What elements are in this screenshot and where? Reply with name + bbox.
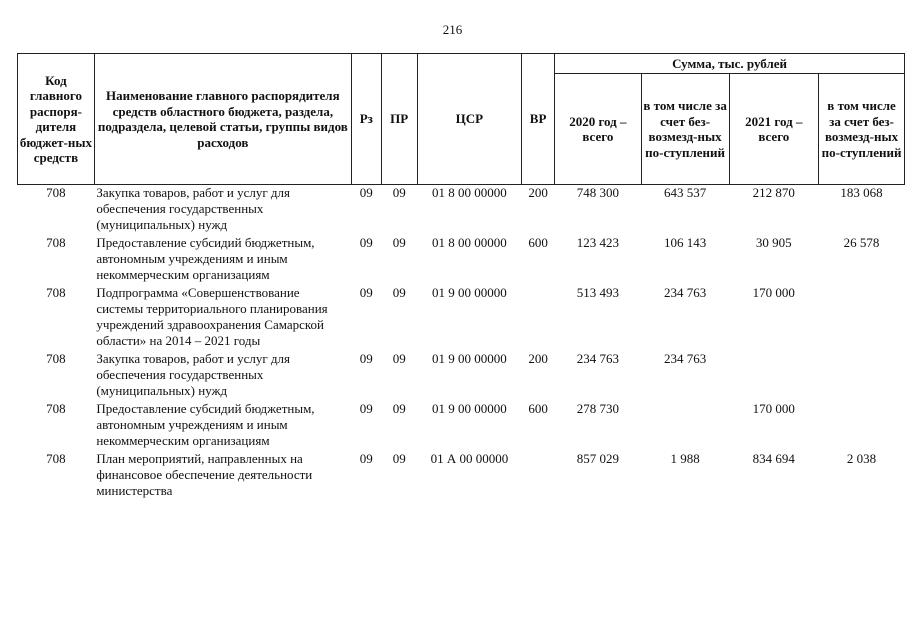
cell-2021-total: 30 905	[755, 235, 792, 250]
cell-vr: 200	[528, 185, 548, 200]
header-2020-total: 2020 год – всего	[555, 74, 642, 185]
cell-code: 708	[46, 185, 66, 200]
cell-2020-total: 123 423	[576, 235, 619, 250]
cell-csr: 01 9 00 00000	[432, 285, 507, 300]
cell-2020-total: 857 029	[576, 451, 619, 466]
cell-name: План мероприятий, направленных на финансовое обеспечение деятельности министерства	[96, 451, 313, 498]
cell-rz: 09	[359, 451, 373, 466]
cell-pr: 09	[392, 401, 406, 416]
cell-2021-free: 26 578	[843, 235, 880, 250]
cell-2020-total: 278 730	[576, 401, 619, 416]
cell-vr	[522, 285, 555, 349]
cell-pr: 09	[392, 351, 406, 366]
cell-csr: 01 8 00 00000	[432, 185, 507, 200]
table-row	[18, 285, 905, 349]
cell-2020-free: 1 988	[670, 451, 700, 466]
cell-pr: 09	[392, 451, 406, 466]
cell-rz: 09	[359, 351, 373, 366]
header-code: Код главного распоря-дителя бюджет-ных средств	[18, 54, 95, 185]
cell-code: 708	[46, 351, 66, 366]
cell-csr: 01 А 00 00000	[430, 451, 509, 466]
cell-2021-free	[819, 351, 905, 399]
cell-2020-free: 643 537	[663, 185, 707, 200]
cell-pr: 09	[392, 185, 406, 200]
cell-2021-total: 834 694	[752, 451, 795, 466]
cell-2021-total: 170 000	[752, 285, 795, 300]
cell-vr: 600	[528, 401, 548, 416]
header-2021-free: в том числе за счет без-возмезд-ных по-ступлений	[819, 74, 905, 185]
cell-csr: 01 9 00 00000	[432, 401, 507, 416]
cell-code: 708	[46, 285, 66, 300]
header-rz: Рз	[351, 54, 381, 185]
cell-2021-free	[819, 401, 905, 449]
cell-name: Предоставление субсидий бюджетным, автономным учреждениям и иным некоммерческим организациям	[96, 235, 315, 282]
header-pr: ПР	[381, 54, 417, 185]
cell-name: Подпрограмма «Совершенствование системы территориального планирования учреждений здравоохранения Самарской области» на 2014 – 2021 годы	[96, 285, 328, 348]
page-number: 216	[442, 22, 463, 37]
cell-2020-free: 234 763	[663, 285, 707, 300]
cell-2021-free: 2 038	[846, 451, 877, 466]
cell-name: Предоставление субсидий бюджетным, автономным учреждениям и иным некоммерческим организациям	[96, 401, 315, 448]
table-row	[18, 451, 905, 499]
cell-2021-free: 183 068	[840, 185, 883, 200]
cell-pr: 09	[392, 235, 406, 250]
table-row	[18, 351, 905, 399]
table-row	[18, 235, 905, 283]
cell-2021-total: 170 000	[752, 401, 795, 416]
cell-2020-total: 748 300	[576, 185, 619, 200]
cell-2020-free: 234 763	[663, 351, 707, 366]
cell-name: Закупка товаров, работ и услуг для обеспечения государственных (муниципальных) нужд	[96, 351, 290, 398]
cell-2020-free: 106 143	[663, 235, 707, 250]
header-name: Наименование главного распорядителя средств областного бюджета, раздела, подраздела, целевой статьи, группы видов расходов	[94, 54, 351, 185]
cell-vr: 200	[528, 351, 548, 366]
cell-vr: 600	[528, 235, 548, 250]
header-2021-total: 2021 год – всего	[729, 74, 819, 185]
cell-2020-total: 234 763	[576, 351, 619, 366]
table-header	[18, 54, 905, 185]
cell-2020-free	[641, 401, 729, 449]
header-2020-free: в том числе за счет без-возмезд-ных по-ступлений	[641, 74, 729, 185]
cell-code: 708	[46, 401, 66, 416]
cell-rz: 09	[359, 185, 373, 200]
budget-table	[17, 53, 905, 499]
cell-pr: 09	[392, 285, 406, 300]
cell-csr: 01 9 00 00000	[432, 351, 507, 366]
cell-rz: 09	[359, 285, 373, 300]
header-vr: ВР	[522, 54, 555, 185]
cell-code: 708	[46, 451, 66, 466]
cell-rz: 09	[359, 235, 373, 250]
table-row	[18, 401, 905, 449]
header-sum-group: Сумма, тыс. рублей	[555, 54, 905, 74]
cell-name: Закупка товаров, работ и услуг для обеспечения государственных (муниципальных) нужд	[96, 185, 290, 232]
cell-csr: 01 8 00 00000	[432, 235, 507, 250]
cell-2020-total: 513 493	[576, 285, 619, 300]
table-body	[18, 185, 905, 500]
cell-2021-total: 212 870	[752, 185, 795, 200]
cell-code: 708	[46, 235, 66, 250]
cell-2021-total	[729, 351, 819, 399]
cell-2021-free	[819, 285, 905, 349]
cell-rz: 09	[359, 401, 373, 416]
table-row	[18, 185, 905, 234]
cell-vr	[522, 451, 555, 499]
header-csr: ЦСР	[417, 54, 522, 185]
